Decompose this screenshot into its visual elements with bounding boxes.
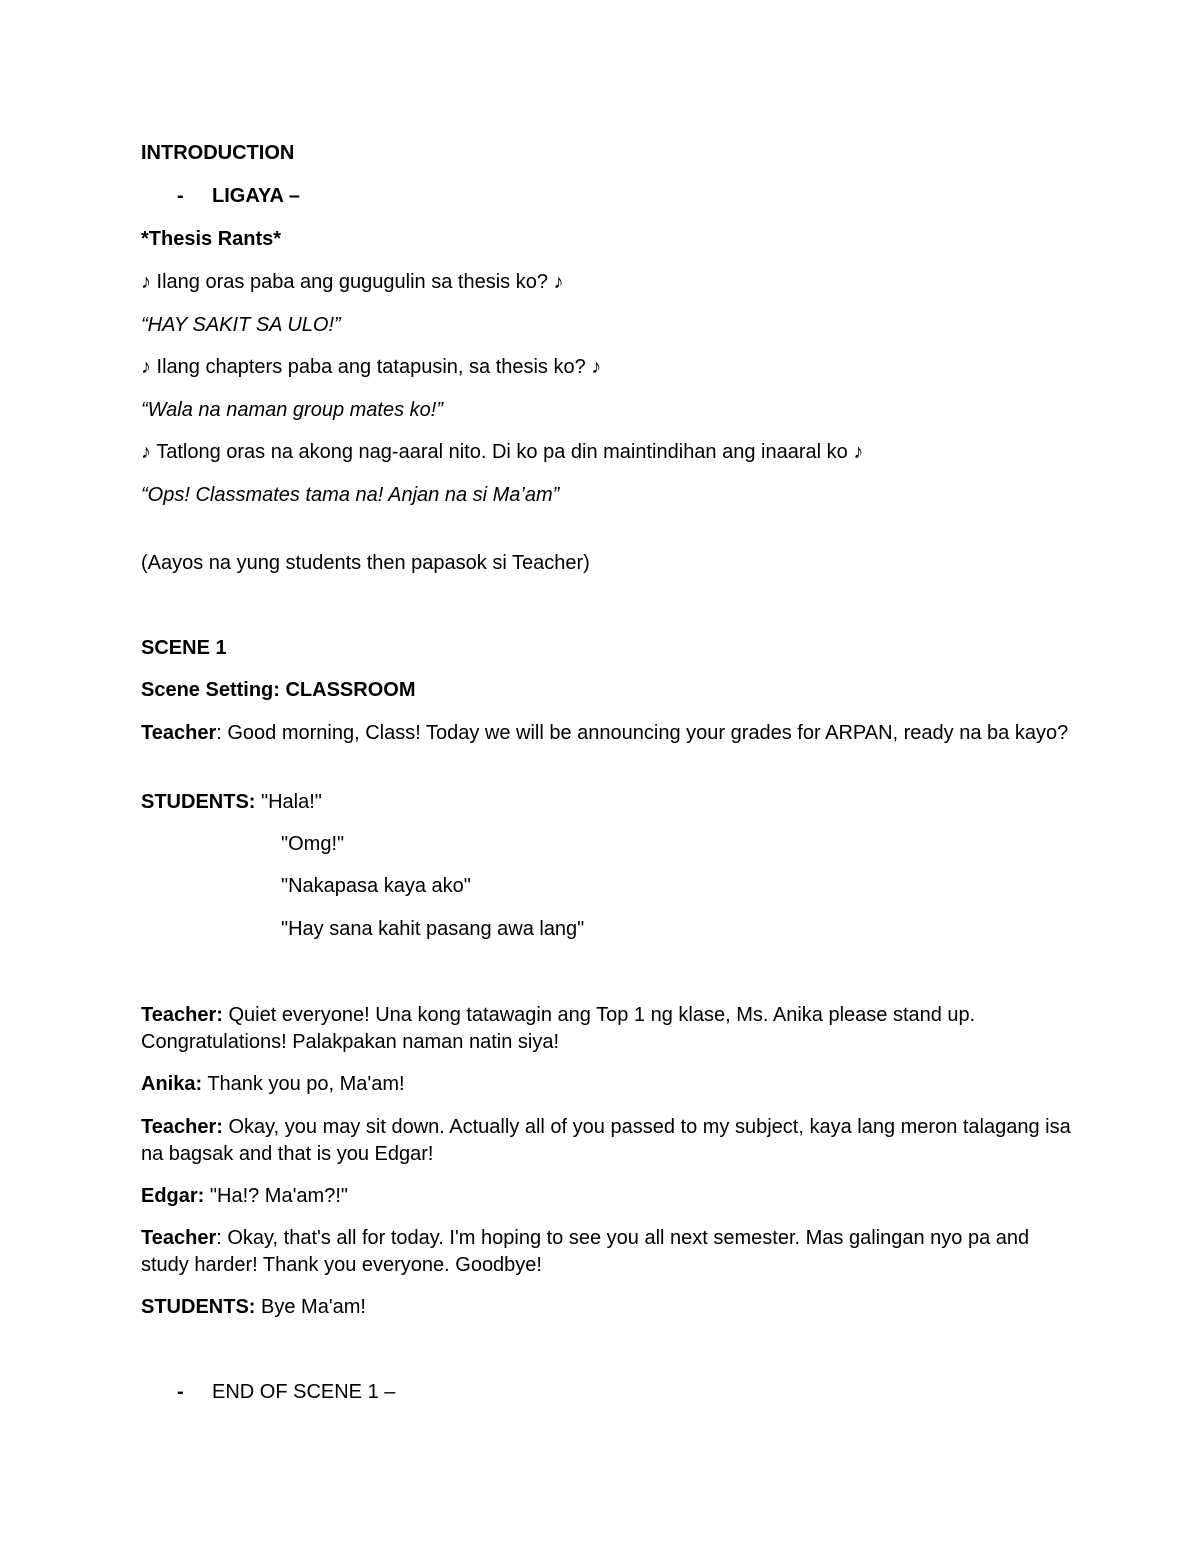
- dialogue-text: Okay, you may sit down. Actually all of you passed to my subject, kaya lang meron talagang isa na bagsak and that is you Edgar!: [141, 1116, 1071, 1165]
- speaker: Teacher: [141, 722, 217, 744]
- quote-line: “HAY SAKIT SA ULO!”: [141, 314, 341, 336]
- dialogue-text: "Hala!": [261, 791, 322, 813]
- dialogue-text: "Ha!? Ma'am?!": [209, 1185, 348, 1207]
- dialogue-text: Okay, that's all for today. I'm hoping to see you all next semester. Mas galingan nyo pa and study harder! Thank you everyone. Goodbye!: [141, 1227, 1030, 1276]
- dialogue-line: [141, 1183, 348, 1210]
- scene-end: END OF SCENE 1 –: [212, 1381, 396, 1403]
- speaker: Anika:: [141, 1073, 203, 1095]
- dialogue-line: [141, 1071, 405, 1098]
- student-line: "Hay sana kahit pasang awa lang": [281, 918, 585, 940]
- speaker-separator: :: [216, 1227, 228, 1249]
- bullet-dash: -: [177, 1381, 184, 1403]
- dialogue-line: [141, 1114, 1081, 1168]
- dialogue-line: [141, 789, 322, 816]
- dialogue-line: [141, 720, 1081, 747]
- scene-setting: Scene Setting: CLASSROOM: [141, 679, 416, 701]
- bullet-dash: -: [177, 185, 184, 207]
- song-line: ♪ Ilang chapters paba ang tatapusin, sa thesis ko? ♪: [141, 356, 602, 378]
- song-line: ♪ Ilang oras paba ang gugugulin sa thesis ko? ♪: [141, 271, 564, 293]
- speaker: STUDENTS:: [141, 791, 256, 813]
- speaker: Edgar:: [141, 1185, 205, 1207]
- song-line: ♪ Tatlong oras na akong nag-aaral nito. Di ko pa din maintindihan ang inaaral ko ♪: [141, 441, 864, 463]
- dialogue-text: Thank you po, Ma'am!: [207, 1073, 405, 1095]
- student-line: "Nakapasa kaya ako": [281, 875, 471, 897]
- speaker: Teacher:: [141, 1116, 223, 1138]
- subheading: *Thesis Rants*: [141, 228, 282, 250]
- stage-direction: (Aayos na yung students then papasok si Teacher): [141, 552, 590, 574]
- dialogue-text: Quiet everyone! Una kong tatawagin ang Top 1 ng klase, Ms. Anika please stand up. Congratulations! Palakpakan naman natin siya!: [141, 1004, 976, 1053]
- scene-heading: SCENE 1: [141, 637, 227, 659]
- dialogue-text: Good morning, Class! Today we will be announcing your grades for ARPAN, ready na ba kayo?: [227, 722, 1069, 744]
- intro-heading: INTRODUCTION: [141, 142, 295, 164]
- dialogue-line: [141, 1225, 1081, 1279]
- speaker: STUDENTS:: [141, 1296, 256, 1318]
- speaker: Teacher:: [141, 1004, 223, 1026]
- dialogue-text: Bye Ma'am!: [261, 1296, 366, 1318]
- speaker-separator: :: [216, 722, 228, 744]
- dialogue-line: [141, 1002, 1081, 1056]
- speaker: Teacher: [141, 1227, 217, 1249]
- quote-line: “Wala na naman group mates ko!”: [141, 399, 444, 421]
- dialogue-line: [141, 1294, 366, 1321]
- student-line: "Omg!": [281, 833, 345, 855]
- character-name: LIGAYA –: [212, 185, 300, 207]
- quote-line: “Ops! Classmates tama na! Anjan na si Ma’am”: [141, 484, 560, 506]
